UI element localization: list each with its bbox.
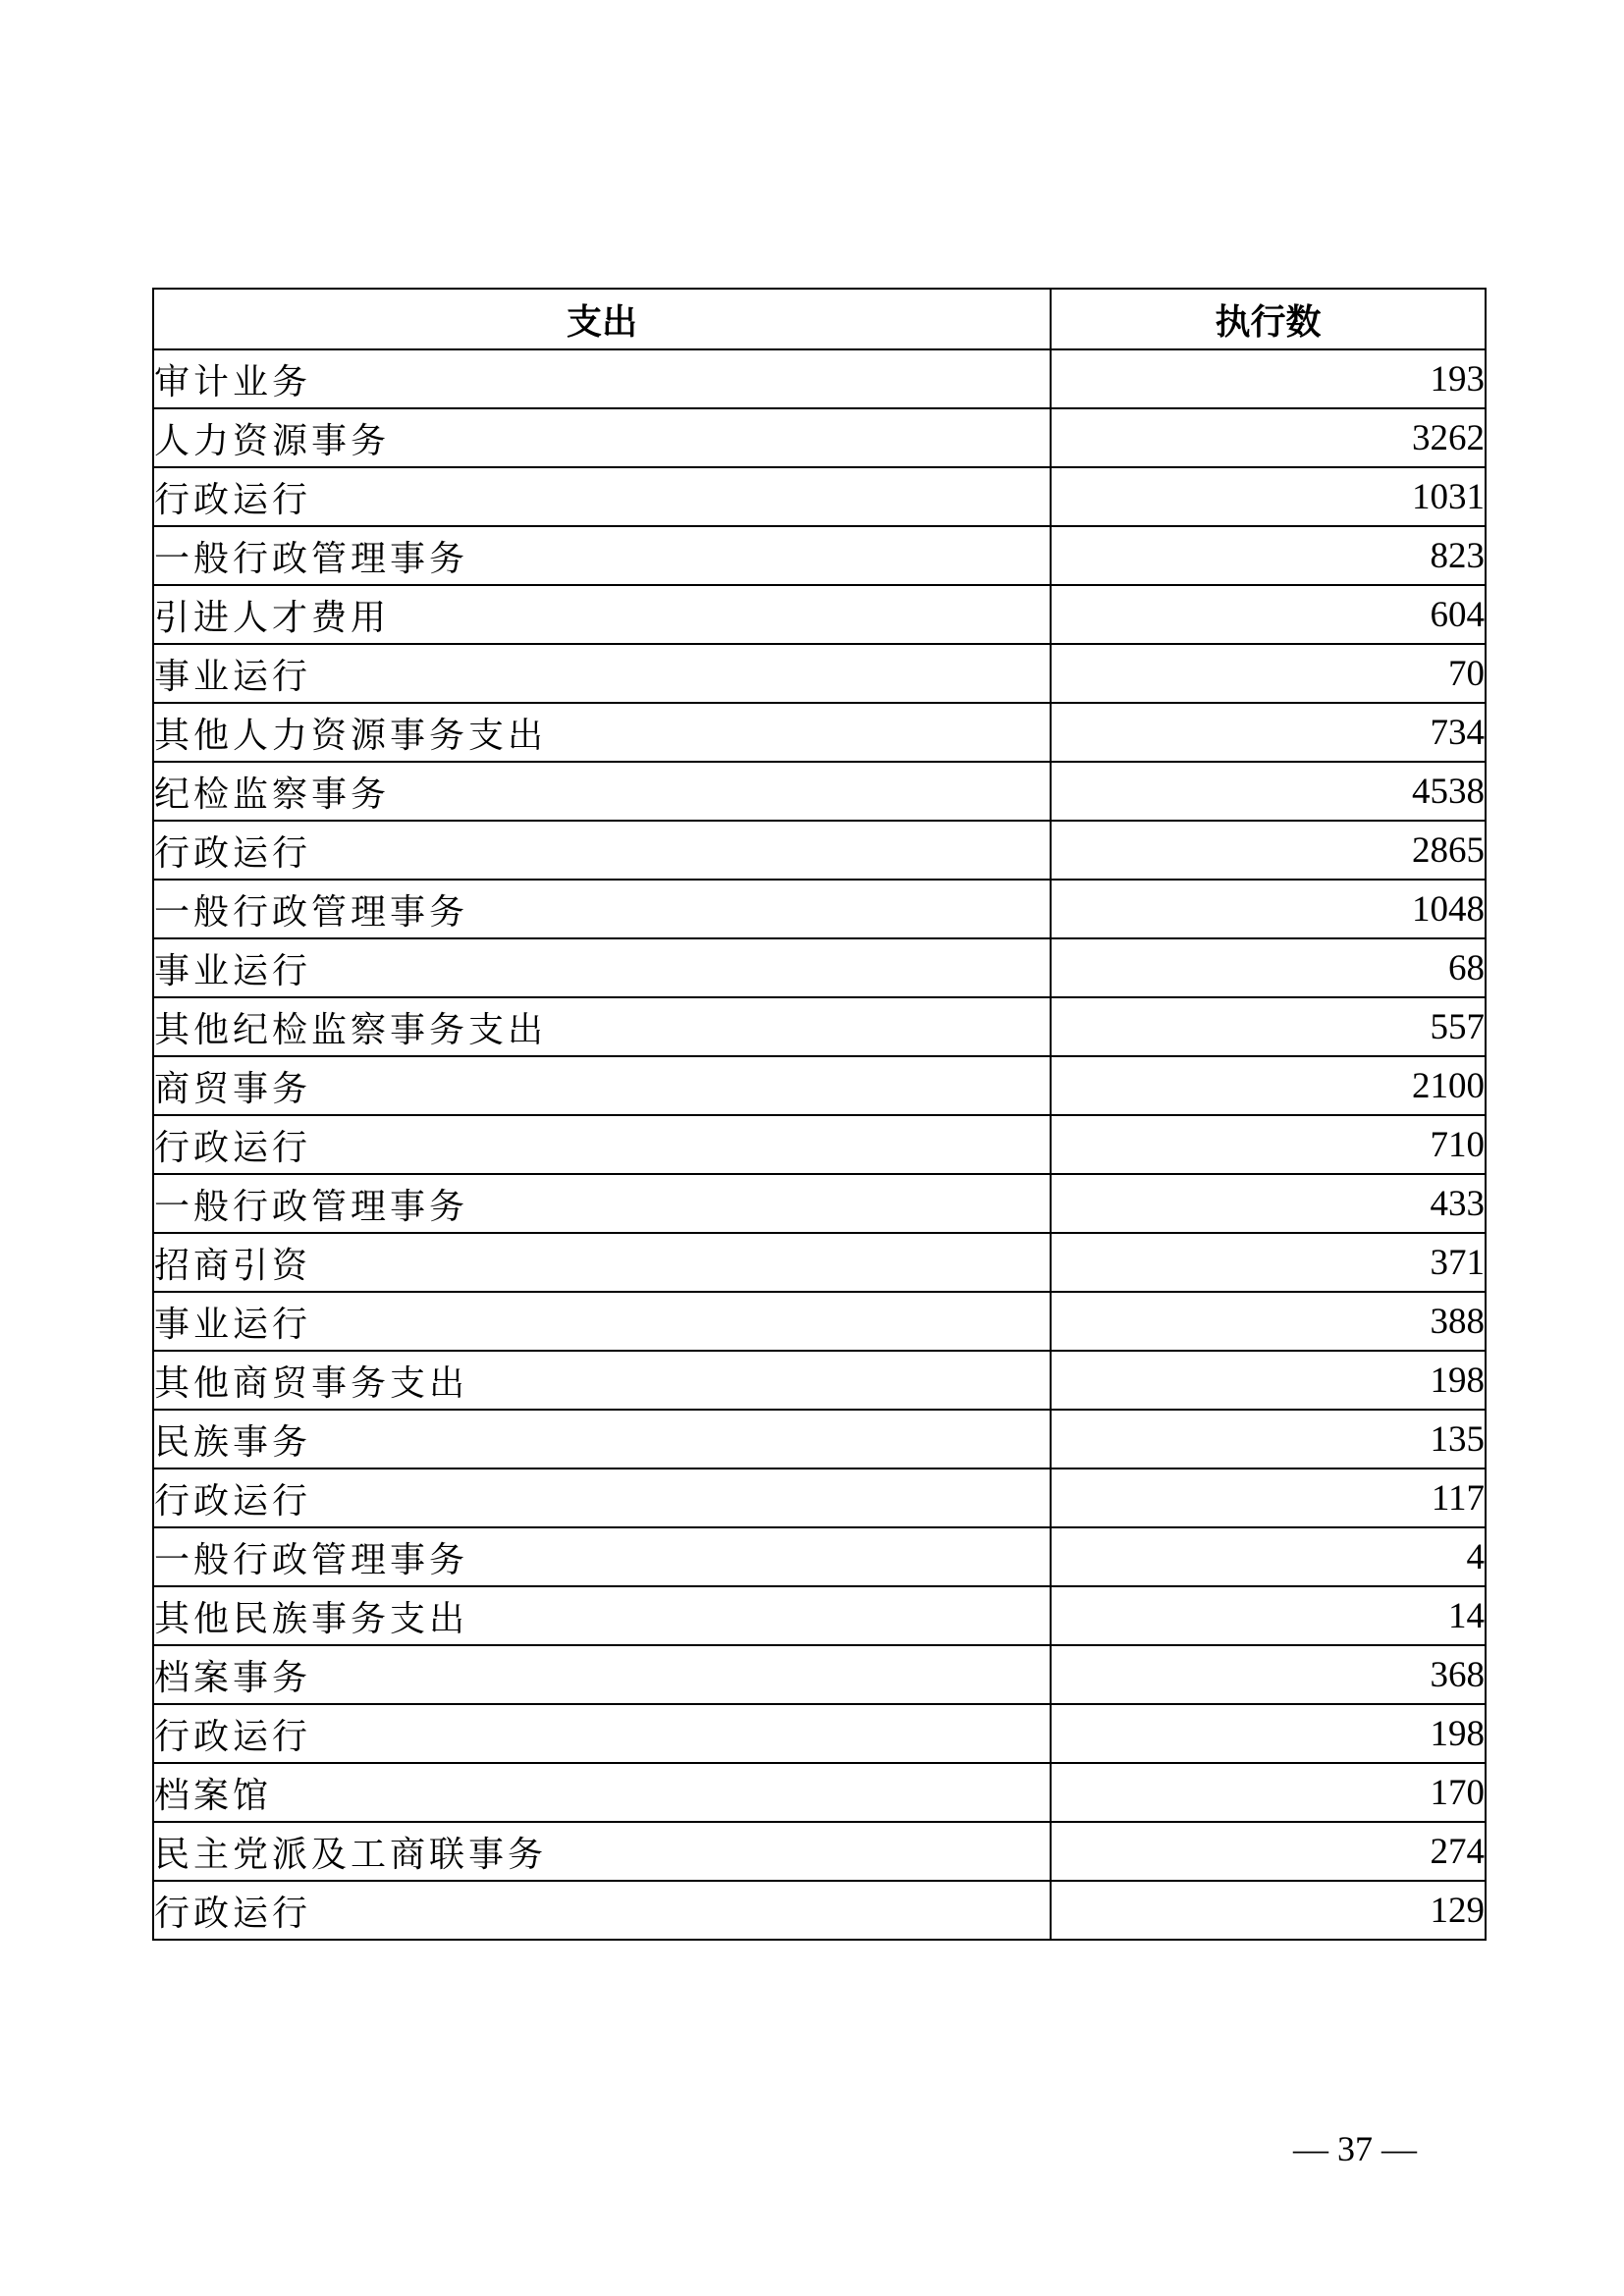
row-item-label: 行政运行 <box>153 1468 1051 1527</box>
row-executed-amount: 1048 <box>1051 880 1486 938</box>
table-row <box>153 1586 1486 1645</box>
table-row <box>153 1292 1486 1351</box>
row-executed-amount: 129 <box>1051 1881 1486 1940</box>
row-item-label: 行政运行 <box>153 1115 1051 1174</box>
table-body <box>153 349 1486 1940</box>
page-number: — 37 — <box>1293 2129 1417 2168</box>
row-executed-amount: 4 <box>1051 1527 1486 1586</box>
row-executed-amount: 2100 <box>1051 1056 1486 1115</box>
row-item-label: 其他人力资源事务支出 <box>153 703 1051 762</box>
table-row <box>153 1704 1486 1763</box>
row-item-label: 事业运行 <box>153 938 1051 997</box>
row-item-label: 行政运行 <box>153 1881 1051 1940</box>
header-expenditure: 支出 <box>153 289 1051 349</box>
row-executed-amount: 4538 <box>1051 762 1486 821</box>
table-row <box>153 467 1486 526</box>
table-row <box>153 1763 1486 1822</box>
table-row <box>153 1645 1486 1704</box>
table-row <box>153 703 1486 762</box>
row-executed-amount: 14 <box>1051 1586 1486 1645</box>
row-executed-amount: 823 <box>1051 526 1486 585</box>
row-executed-amount: 193 <box>1051 349 1486 408</box>
row-item-label: 行政运行 <box>153 821 1051 880</box>
table-row <box>153 880 1486 938</box>
row-executed-amount: 135 <box>1051 1410 1486 1468</box>
row-executed-amount: 557 <box>1051 997 1486 1056</box>
table-row <box>153 1468 1486 1527</box>
row-item-label: 行政运行 <box>153 467 1051 526</box>
table-row <box>153 1233 1486 1292</box>
row-item-label: 事业运行 <box>153 644 1051 703</box>
row-executed-amount: 734 <box>1051 703 1486 762</box>
row-executed-amount: 2865 <box>1051 821 1486 880</box>
row-executed-amount: 70 <box>1051 644 1486 703</box>
row-item-label: 引进人才费用 <box>153 585 1051 644</box>
expenditure-table <box>152 288 1487 1941</box>
row-item-label: 招商引资 <box>153 1233 1051 1292</box>
row-item-label: 商贸事务 <box>153 1056 1051 1115</box>
row-item-label: 民主党派及工商联事务 <box>153 1822 1051 1881</box>
row-executed-amount: 170 <box>1051 1763 1486 1822</box>
table-row <box>153 644 1486 703</box>
row-executed-amount: 198 <box>1051 1704 1486 1763</box>
table-row <box>153 938 1486 997</box>
row-item-label: 纪检监察事务 <box>153 762 1051 821</box>
table-row <box>153 408 1486 467</box>
row-item-label: 一般行政管理事务 <box>153 1174 1051 1233</box>
table-row <box>153 526 1486 585</box>
row-executed-amount: 368 <box>1051 1645 1486 1704</box>
row-executed-amount: 274 <box>1051 1822 1486 1881</box>
row-item-label: 一般行政管理事务 <box>153 1527 1051 1586</box>
row-executed-amount: 371 <box>1051 1233 1486 1292</box>
table-row <box>153 1115 1486 1174</box>
row-item-label: 行政运行 <box>153 1704 1051 1763</box>
row-executed-amount: 388 <box>1051 1292 1486 1351</box>
row-executed-amount: 433 <box>1051 1174 1486 1233</box>
row-executed-amount: 604 <box>1051 585 1486 644</box>
row-executed-amount: 3262 <box>1051 408 1486 467</box>
header-executed-amount: 执行数 <box>1051 289 1486 349</box>
row-item-label: 民族事务 <box>153 1410 1051 1468</box>
row-item-label: 档案馆 <box>153 1763 1051 1822</box>
table-row <box>153 997 1486 1056</box>
row-item-label: 档案事务 <box>153 1645 1051 1704</box>
table-row <box>153 1822 1486 1881</box>
row-executed-amount: 117 <box>1051 1468 1486 1527</box>
table-row <box>153 349 1486 408</box>
row-executed-amount: 198 <box>1051 1351 1486 1410</box>
table-row <box>153 1527 1486 1586</box>
table-row <box>153 1881 1486 1940</box>
table-row <box>153 1174 1486 1233</box>
row-executed-amount: 710 <box>1051 1115 1486 1174</box>
table-header-row <box>153 289 1486 349</box>
table-row <box>153 821 1486 880</box>
row-item-label: 审计业务 <box>153 349 1051 408</box>
row-item-label: 其他民族事务支出 <box>153 1586 1051 1645</box>
row-item-label: 人力资源事务 <box>153 408 1051 467</box>
table-row <box>153 585 1486 644</box>
table-row <box>153 1351 1486 1410</box>
row-item-label: 事业运行 <box>153 1292 1051 1351</box>
row-item-label: 其他纪检监察事务支出 <box>153 997 1051 1056</box>
row-executed-amount: 68 <box>1051 938 1486 997</box>
table-row <box>153 762 1486 821</box>
row-item-label: 一般行政管理事务 <box>153 880 1051 938</box>
row-item-label: 其他商贸事务支出 <box>153 1351 1051 1410</box>
table-row <box>153 1410 1486 1468</box>
row-executed-amount: 1031 <box>1051 467 1486 526</box>
table-row <box>153 1056 1486 1115</box>
row-item-label: 一般行政管理事务 <box>153 526 1051 585</box>
